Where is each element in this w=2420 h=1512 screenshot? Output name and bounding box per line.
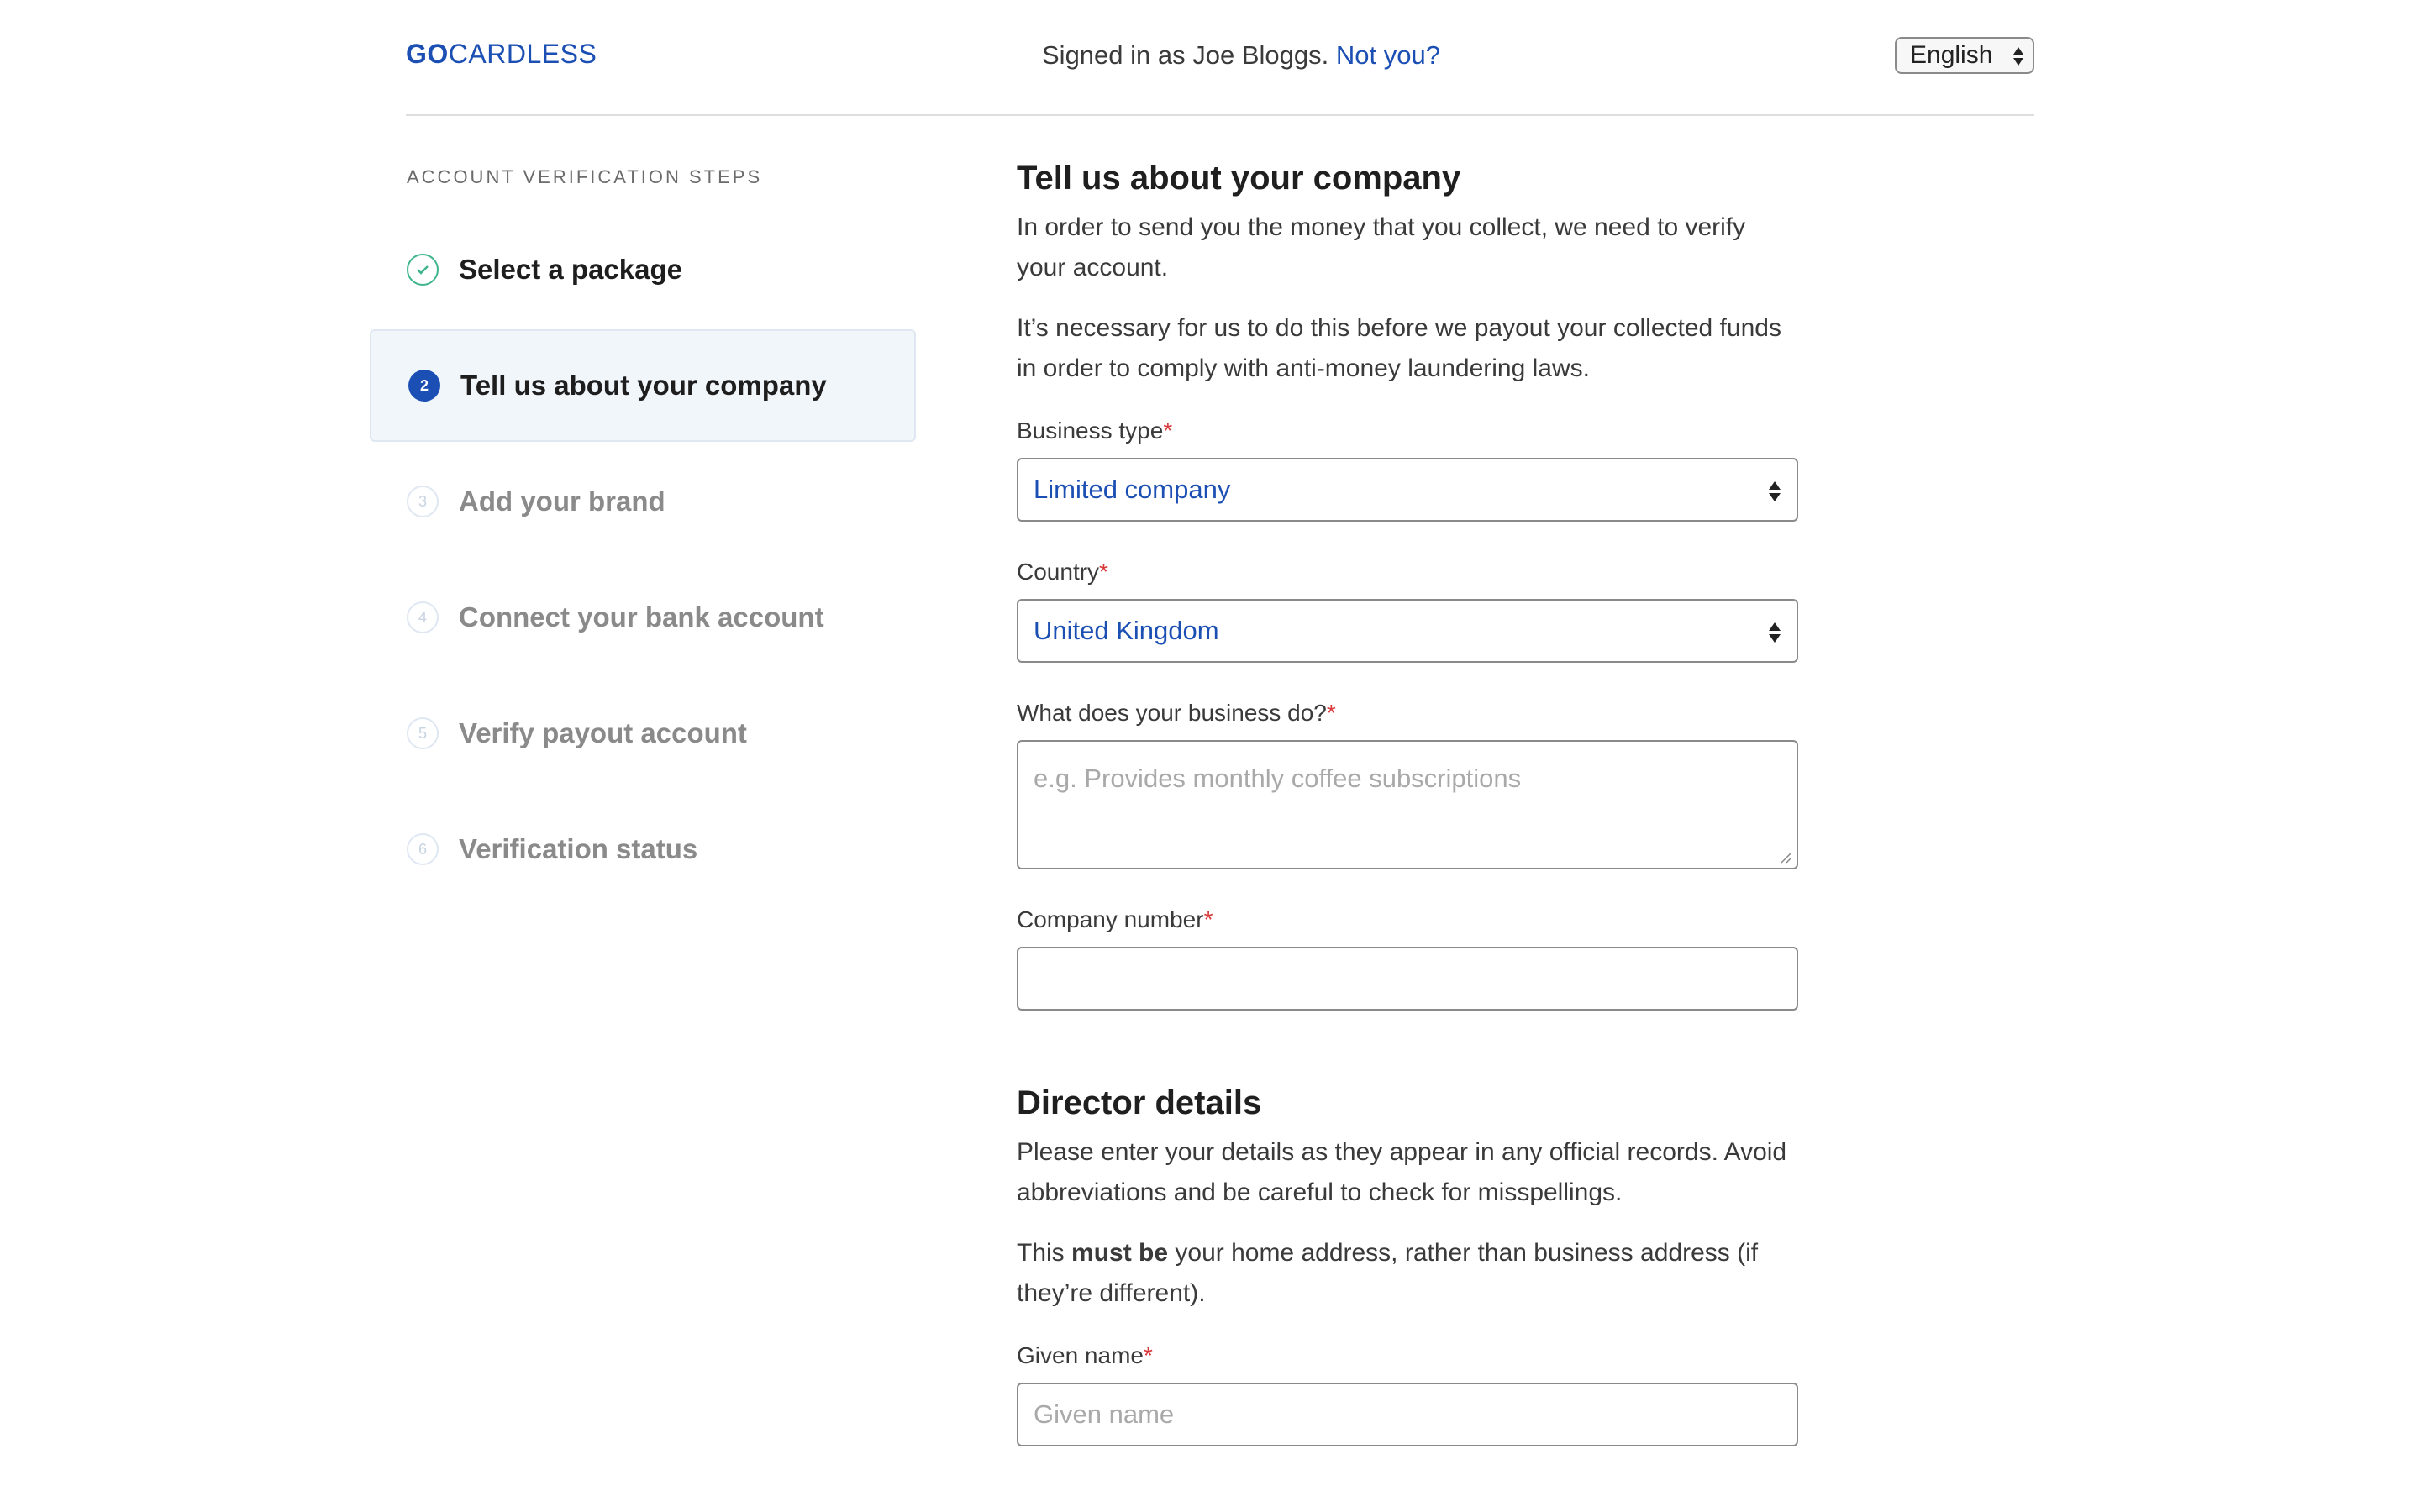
select-arrows-icon: [1768, 480, 1781, 503]
company-intro-2: It’s necessary for us to do this before we payout your collected funds in order to comply with anti-money laundering laws.: [1017, 314, 1781, 382]
company-form: [1017, 160, 1798, 1446]
step-company[interactable]: [370, 329, 916, 442]
business-type-value: Limited company: [1034, 475, 1231, 504]
select-arrows-icon: [1768, 621, 1781, 644]
required-mark: *: [1163, 417, 1173, 444]
given-name-label-text: Given name: [1017, 1342, 1144, 1368]
required-mark: *: [1143, 1342, 1153, 1368]
country-select[interactable]: [1017, 599, 1798, 663]
business-type-label: [1017, 417, 1798, 444]
step-number-badge: 5: [407, 717, 439, 749]
company-heading: Tell us about your company: [1017, 160, 1461, 197]
step-number-badge: 4: [407, 601, 439, 633]
step-label: Tell us about your company: [460, 370, 827, 401]
what-business-label-text: What does your business do?: [1017, 700, 1327, 726]
business-type-label-text: Business type: [1017, 417, 1164, 444]
country-value: United Kingdom: [1034, 616, 1219, 645]
director-intro-1: Please enter your details as they appear in any official records. Avoid abbreviations and be careful to check for misspellings.: [1017, 1138, 1787, 1206]
language-select[interactable]: [1895, 37, 2034, 74]
what-business-label: [1017, 700, 1798, 727]
step-verification-status[interactable]: [370, 793, 916, 906]
what-business-placeholder: e.g. Provides monthly coffee subscriptions: [1034, 764, 1522, 793]
gocardless-logo[interactable]: [406, 39, 597, 70]
not-you-link[interactable]: Not you?: [1335, 40, 1440, 70]
step-number-badge: 2: [408, 370, 440, 402]
required-mark: *: [1203, 906, 1213, 932]
resize-handle-icon[interactable]: [1778, 849, 1793, 864]
step-select-package[interactable]: [370, 213, 916, 326]
what-business-textarea[interactable]: [1017, 740, 1798, 869]
step-label: Select a package: [459, 254, 682, 285]
step-label: Add your brand: [459, 486, 666, 517]
country-label: [1017, 559, 1798, 585]
required-mark: *: [1326, 700, 1336, 726]
company-number-label: [1017, 906, 1798, 933]
language-value: English: [1910, 41, 1993, 69]
director-intro-2-before: This: [1017, 1239, 1072, 1267]
header-divider: [406, 114, 2034, 116]
country-label-text: Country: [1017, 559, 1100, 585]
given-name-label: [1017, 1342, 1798, 1369]
company-number-label-text: Company number: [1017, 906, 1204, 932]
step-label: Connect your bank account: [459, 601, 824, 633]
step-label: Verification status: [459, 833, 698, 864]
check-icon: [407, 254, 439, 286]
steps-title: ACCOUNT VERIFICATION STEPS: [407, 166, 763, 187]
step-label: Verify payout account: [459, 717, 747, 748]
step-verify-payout[interactable]: [370, 677, 916, 790]
given-name-input[interactable]: [1017, 1383, 1798, 1446]
business-type-select[interactable]: [1017, 458, 1798, 522]
given-name-placeholder: Given name: [1034, 1399, 1175, 1429]
logo-go: GO: [406, 39, 449, 69]
step-brand[interactable]: [370, 445, 916, 558]
director-intro-2-bold: must be: [1071, 1239, 1169, 1267]
step-number-badge: 6: [407, 833, 439, 865]
director-intro-2-after: your home address, rather than business address (if they’re different).: [1017, 1239, 1759, 1307]
director-heading: Director details: [1017, 1084, 1262, 1121]
step-number-badge: 3: [407, 486, 439, 517]
director-intro-2: [1017, 1233, 1798, 1314]
logo-rest: CARDLESS: [448, 39, 597, 69]
signed-in-text: Signed in as Joe Bloggs.: [1042, 40, 1329, 70]
company-number-input[interactable]: [1017, 947, 1798, 1011]
signed-in-status: [1042, 40, 1440, 71]
company-intro-1: In order to send you the money that you collect, we need to verify your account.: [1017, 213, 1746, 281]
step-bank[interactable]: [370, 561, 916, 674]
required-mark: *: [1099, 559, 1108, 585]
select-arrows-icon: [2012, 45, 2024, 67]
